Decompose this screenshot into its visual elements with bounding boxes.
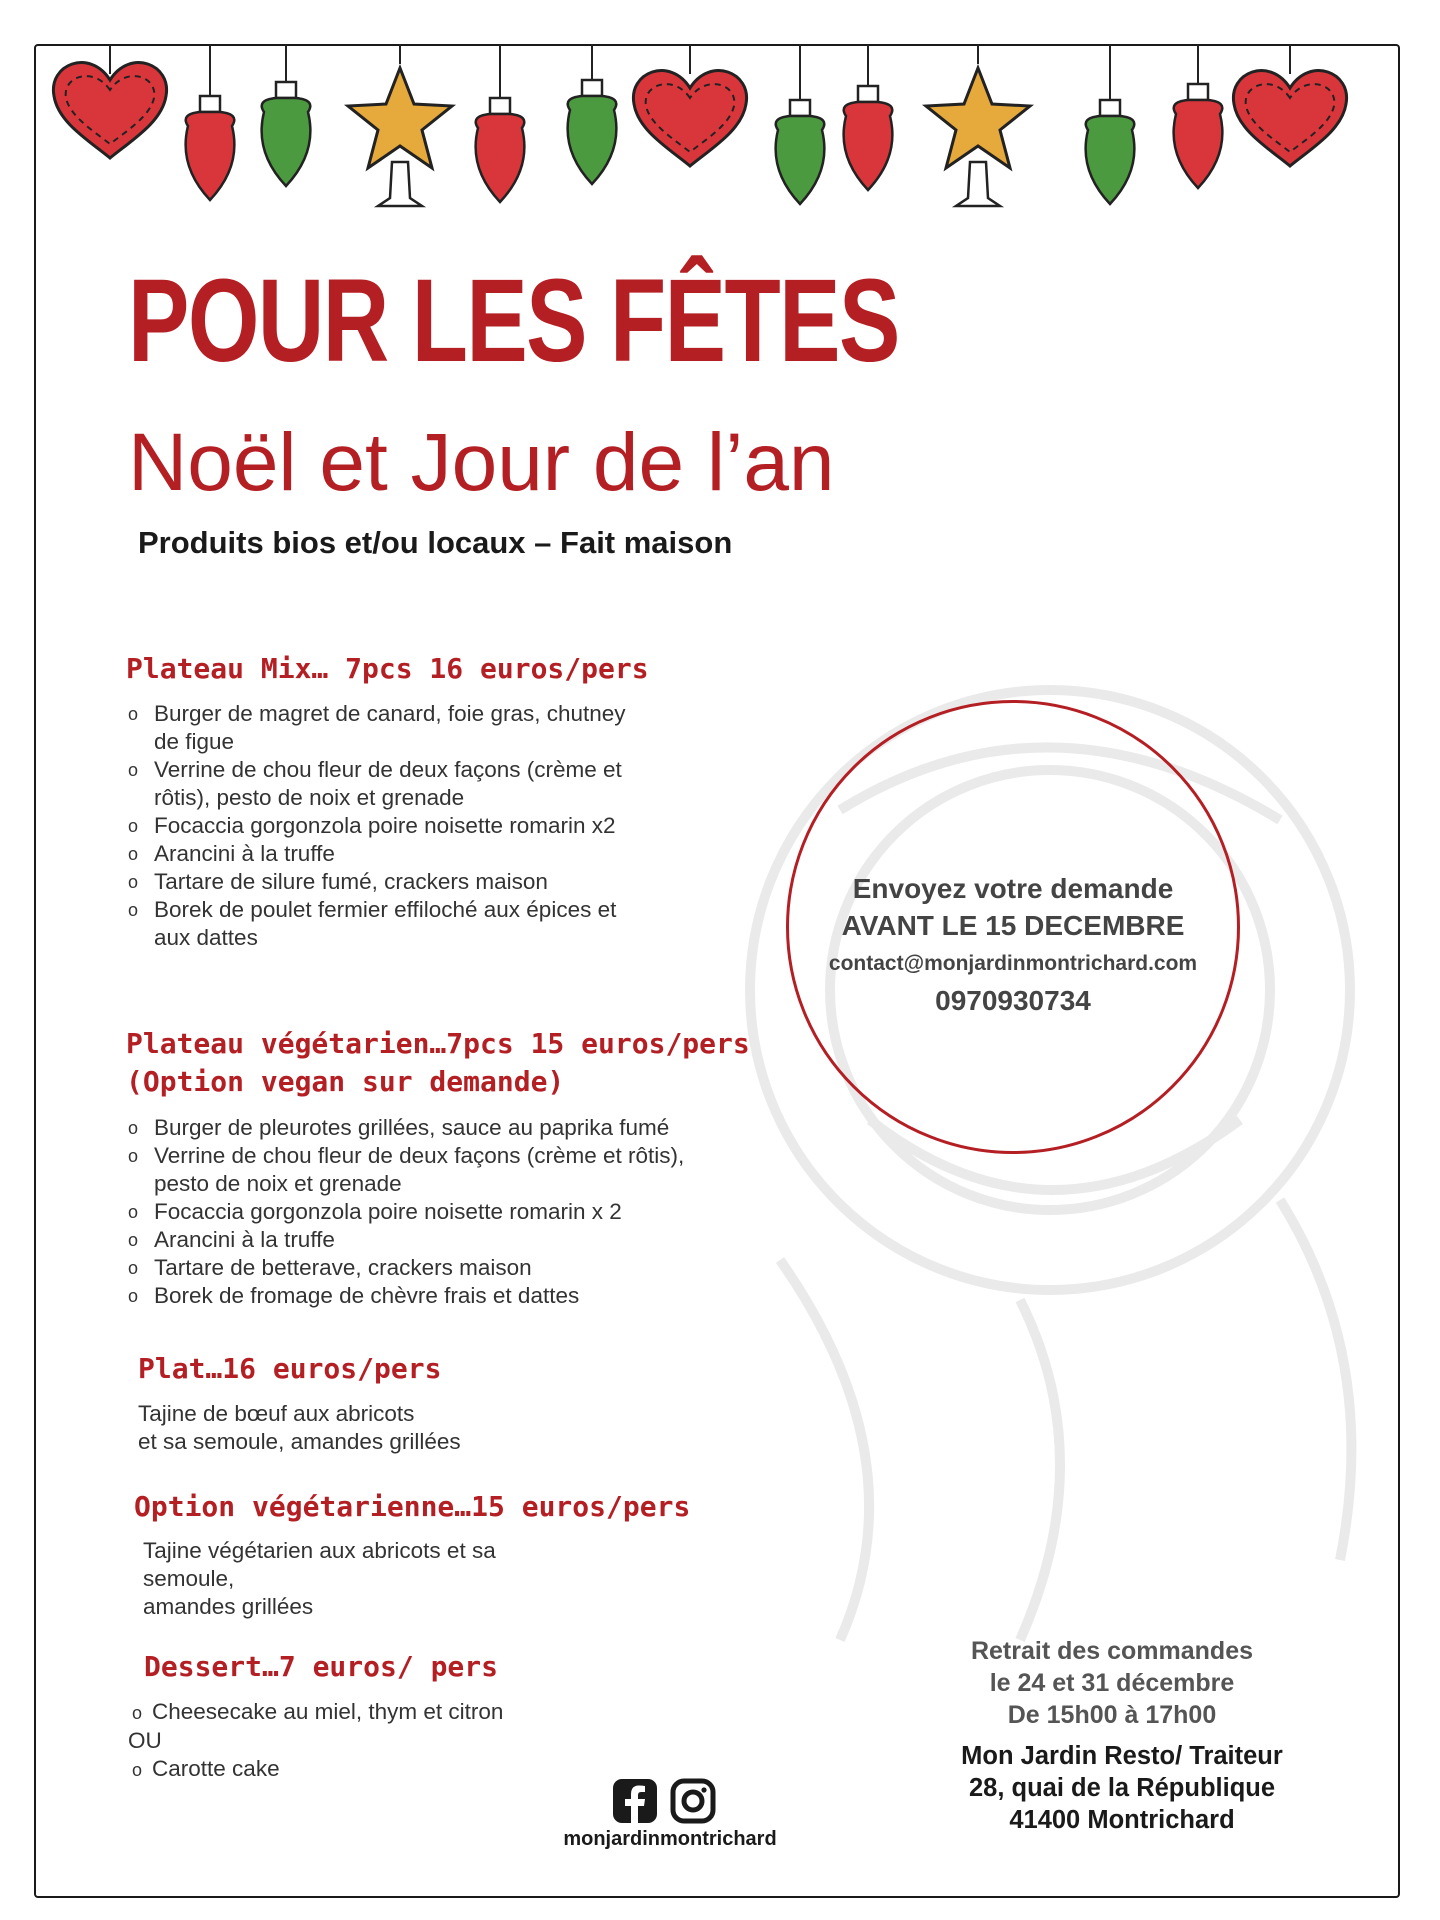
list-item: o Tartare de silure fumé, crackers maison — [128, 868, 638, 896]
section-title-plat: Plat…16 euros/pers — [138, 1352, 442, 1385]
page-subtitle: Noël et Jour de l’an — [128, 417, 835, 508]
contact-line: Envoyez votre demande — [852, 873, 1174, 904]
section-title-line: Plateau végétarien…7pcs 15 euros/pers — [126, 1027, 750, 1060]
contact-deadline: AVANT LE 15 DECEMBRE — [841, 910, 1185, 941]
list-item: o Arancini à la truffe — [128, 840, 638, 868]
christmas-decorations-garland — [0, 0, 1440, 260]
restaurant-address — [912, 1740, 1332, 1836]
section-title-dessert: Dessert…7 euros/ pers — [144, 1650, 499, 1683]
facebook-icon[interactable] — [612, 1778, 658, 1824]
option-vegetarienne-description — [143, 1537, 496, 1621]
plat-line: Tajine de bœuf aux abricots — [138, 1401, 415, 1426]
dessert-or: OU — [128, 1728, 162, 1753]
option-line: semoule, — [143, 1566, 235, 1591]
pickup-line: De 15h00 à 17h00 — [1007, 1701, 1217, 1729]
instagram-icon[interactable] — [670, 1778, 716, 1824]
list-item: o Borek de poulet fermier effiloché aux épices et aux dattes — [128, 896, 638, 952]
section-title-line: (Option vegan sur demande) — [126, 1064, 565, 1098]
list-item: o Borek de fromage de chèvre frais et dattes — [128, 1282, 718, 1310]
plateau-mix-list — [128, 700, 638, 952]
dessert-item: o Carotte cake — [132, 1756, 280, 1781]
section-title-option-vegetarienne: Option végétarienne…15 euros/pers — [134, 1490, 691, 1523]
plat-description — [138, 1400, 461, 1456]
dessert-item: o Cheesecake au miel, thym et citron — [132, 1699, 504, 1724]
list-item: o Burger de pleurotes grillées, sauce au paprika fumé — [128, 1114, 718, 1142]
plateau-vegetarien-list — [128, 1114, 718, 1310]
pickup-line: le 24 et 31 décembre — [989, 1669, 1235, 1697]
contact-email[interactable]: contact@monjardinmontrichard.com — [828, 952, 1198, 975]
list-item: o Arancini à la truffe — [128, 1226, 718, 1254]
list-item: o Verrine de chou fleur de deux façons (crème et rôtis), pesto de noix et grenade — [128, 1142, 718, 1198]
pickup-info — [912, 1635, 1312, 1731]
social-links — [612, 1778, 716, 1824]
pickup-line: Retrait des commandes — [970, 1637, 1254, 1665]
list-item: o Focaccia gorgonzola poire noisette romarin x 2 — [128, 1198, 718, 1226]
dessert-item-label: Carotte cake — [152, 1756, 280, 1781]
tagline: Produits bios et/ou locaux – Fait maison — [138, 525, 733, 560]
restaurant-name: Mon Jardin Resto/ Traiteur — [961, 1742, 1283, 1770]
social-handle[interactable]: monjardinmontrichard — [563, 1828, 777, 1850]
section-title-plateau-vegetarien — [126, 1025, 750, 1101]
contact-info — [786, 870, 1240, 1018]
dessert-list — [128, 1698, 503, 1784]
address-street: 28, quai de la République — [968, 1774, 1276, 1802]
plat-line: et sa semoule, amandes grillées — [138, 1429, 461, 1454]
address-city: 41400 Montrichard — [1009, 1806, 1235, 1834]
list-item: o Focaccia gorgonzola poire noisette romarin x2 — [128, 812, 638, 840]
list-item: o Tartare de betterave, crackers maison — [128, 1254, 718, 1282]
dessert-item-label: Cheesecake au miel, thym et citron — [152, 1699, 504, 1724]
section-title-plateau-mix: Plateau Mix… 7pcs 16 euros/pers — [126, 652, 649, 685]
contact-phone[interactable]: 0970930734 — [935, 985, 1091, 1016]
list-item: o Verrine de chou fleur de deux façons (crème et rôtis), pesto de noix et grenade — [128, 756, 638, 812]
page-title: POUR LES FÊTES — [128, 255, 899, 387]
option-line: Tajine végétarien aux abricots et sa — [143, 1538, 496, 1563]
list-item: o Burger de magret de canard, foie gras, chutney de figue — [128, 700, 638, 756]
option-line: amandes grillées — [143, 1594, 314, 1619]
